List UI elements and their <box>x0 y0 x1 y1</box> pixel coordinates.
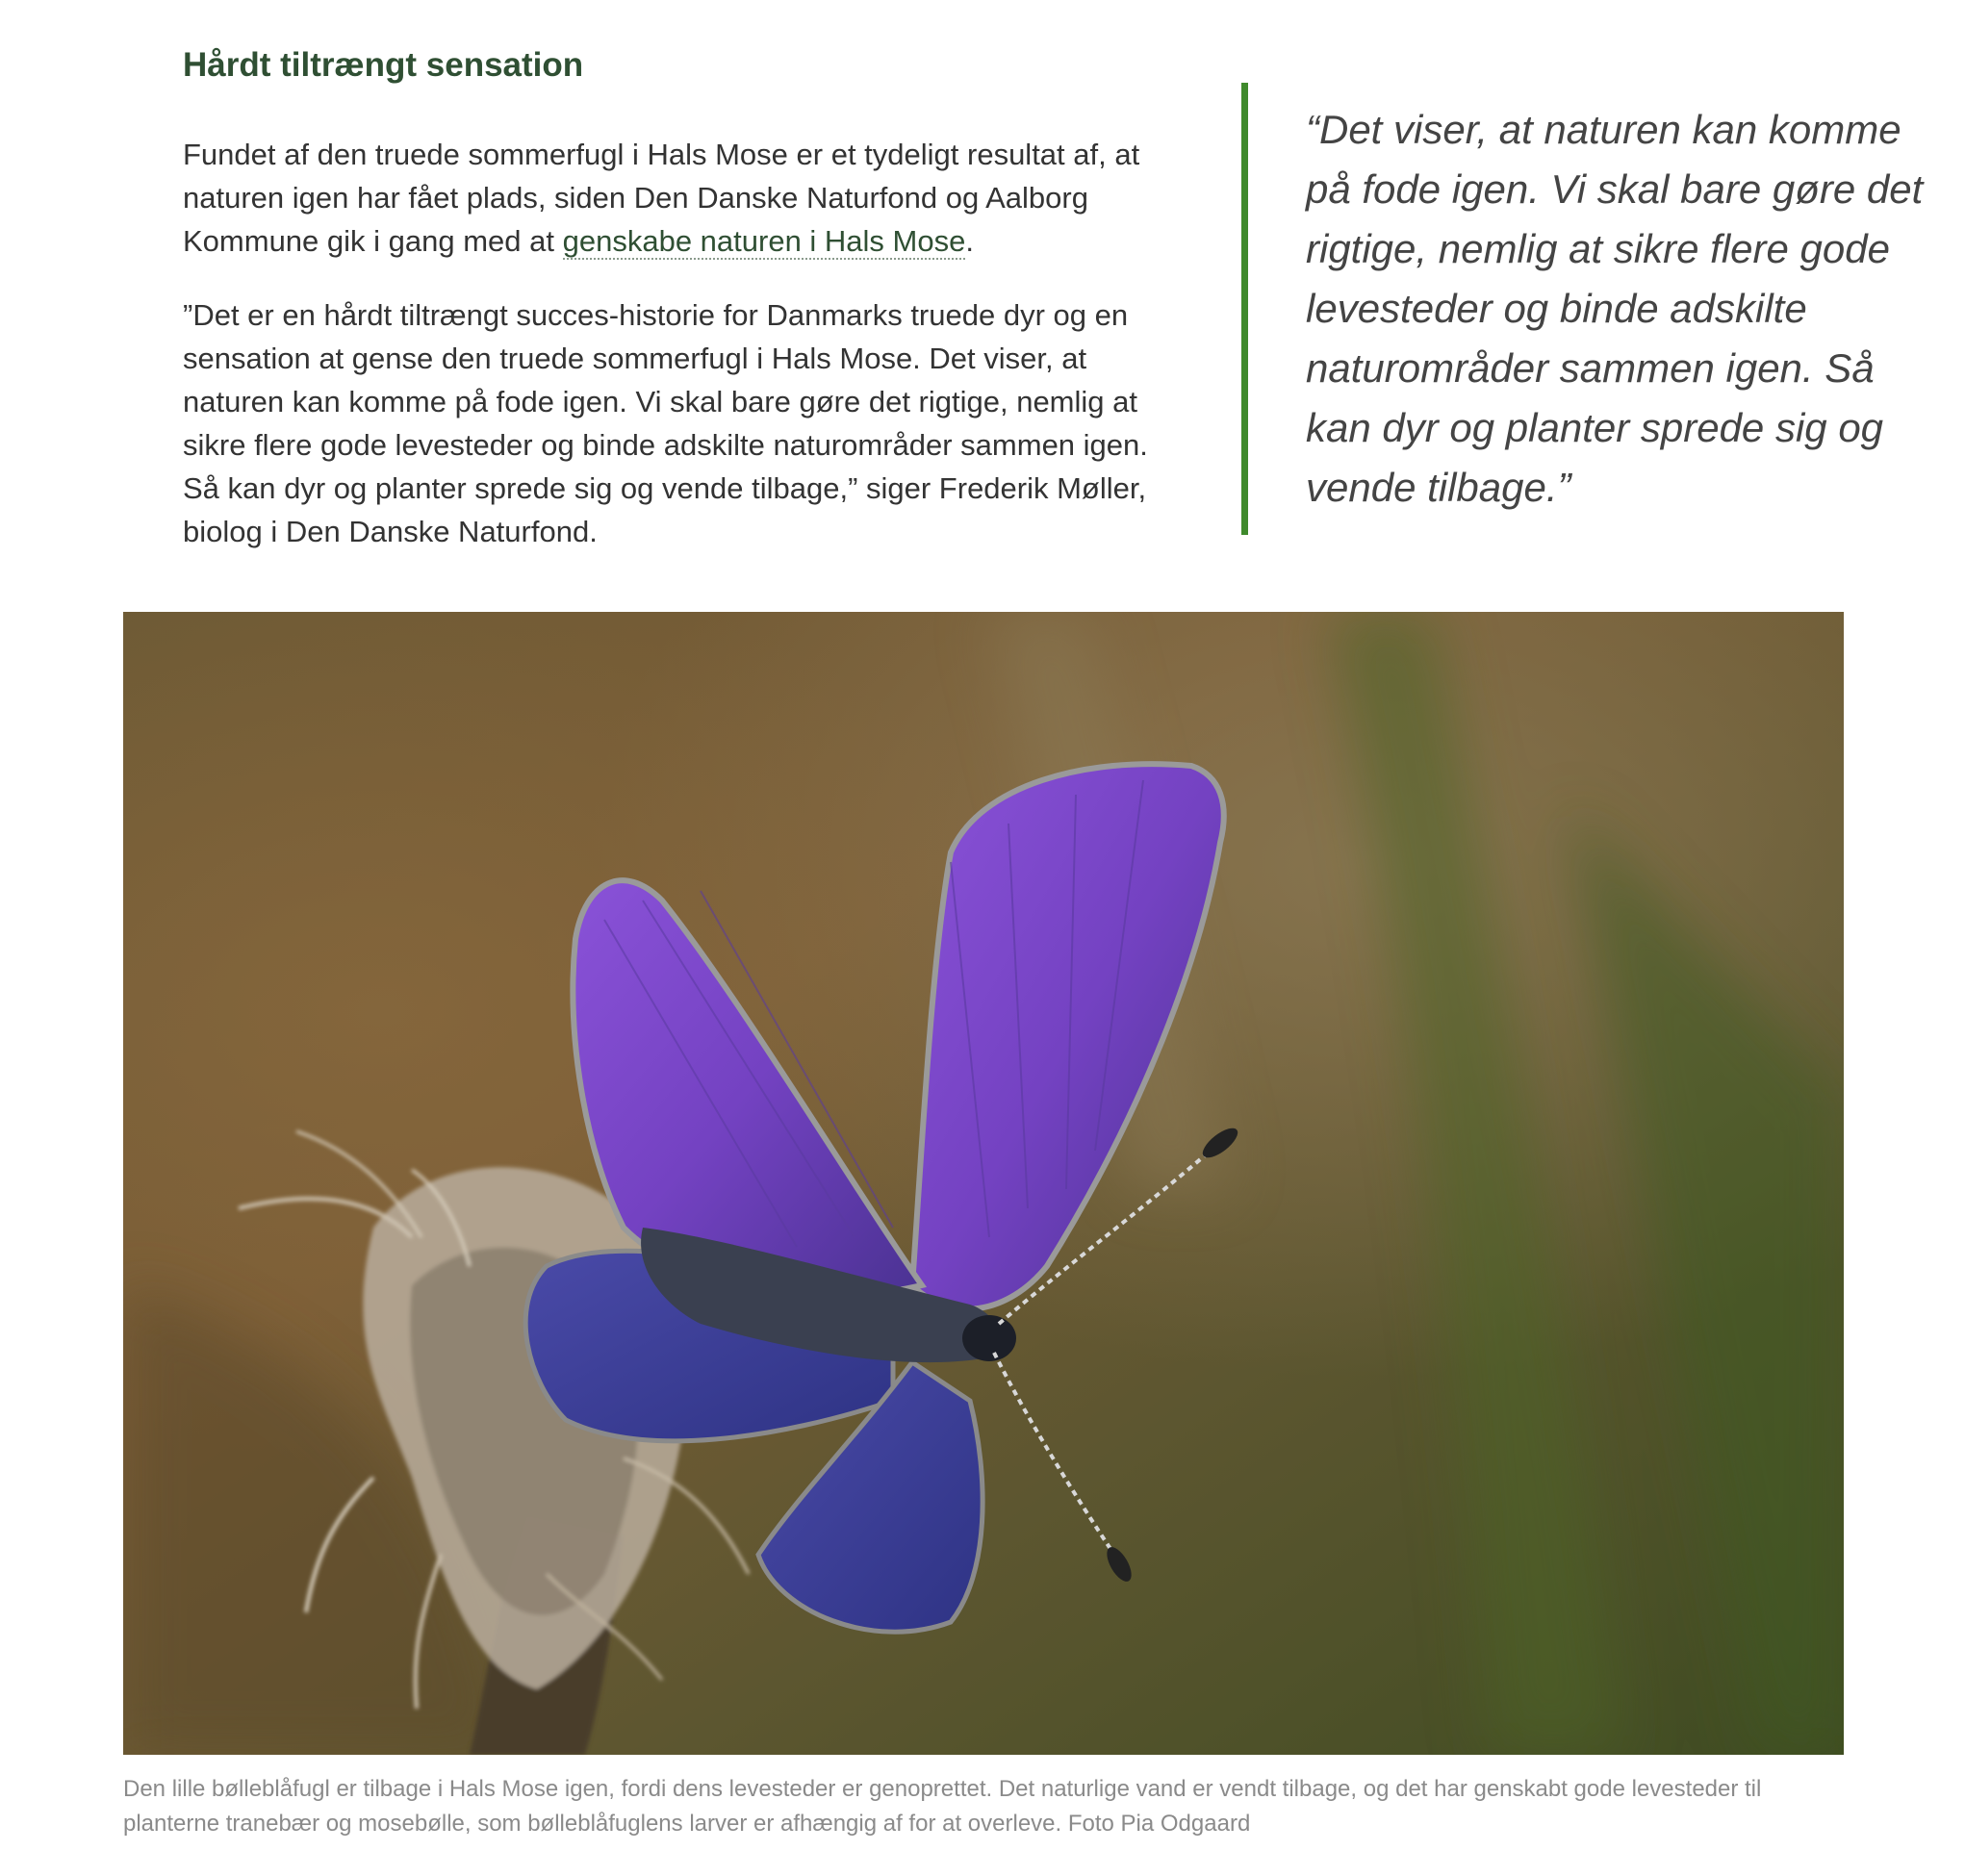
paragraph-intro-text: Fundet af den truede sommerfugl i Hals Mose er et tydeligt resultat af, at naturen igen har fået plads, siden Den Danske Naturfond og Aalborg Kommune gik i gang med at <box>183 138 1140 258</box>
link-genskabe-naturen[interactable]: genskabe naturen i Hals Mose <box>562 224 966 258</box>
pull-quote-text: “Det viser, at naturen kan komme på fode igen. Vi skal bare gøre det rigtige, nemlig at sikre flere gode levesteder og binde adskilte naturområder sammen igen. Så kan dyr og planter sprede sig og vende tilbage.” <box>1306 107 1924 510</box>
article-figure <box>123 612 1844 1841</box>
article-body <box>183 42 1155 553</box>
paragraph-quote: ”Det er en hårdt tiltrængt succes-historie for Danmarks truede dyr og en sensation at gense den truede sommerfugl i Hals Mose. Det viser, at naturen kan komme på fode igen. Vi skal bare gøre det rigtige, nemlig at sikre flere gode levesteder og binde adskilte naturområder sammen igen. Så kan dyr og planter sprede sig og vende tilbage,” siger Frederik Møller, biolog i Den Danske Naturfond. <box>183 298 1148 548</box>
butterfly-photo <box>123 612 1844 1755</box>
photo-caption: Den lille bølleblåfugl er tilbage i Hals Mose igen, fordi dens levesteder er genoprettet. Det naturlige vand er vendt tilbage, og det har genskabt gode levesteder til planterne tranebær og mosebølle, som bølleblåfuglens larver er afhængig af for at overleve. Foto Pia Odgaard <box>123 1776 1762 1837</box>
pull-quote <box>1241 83 1944 535</box>
article-section <box>0 0 1965 596</box>
paragraph-intro-end: . <box>965 224 974 258</box>
section-heading: Hårdt tiltrængt sensation <box>183 46 584 84</box>
paragraph-intro <box>183 133 1155 263</box>
